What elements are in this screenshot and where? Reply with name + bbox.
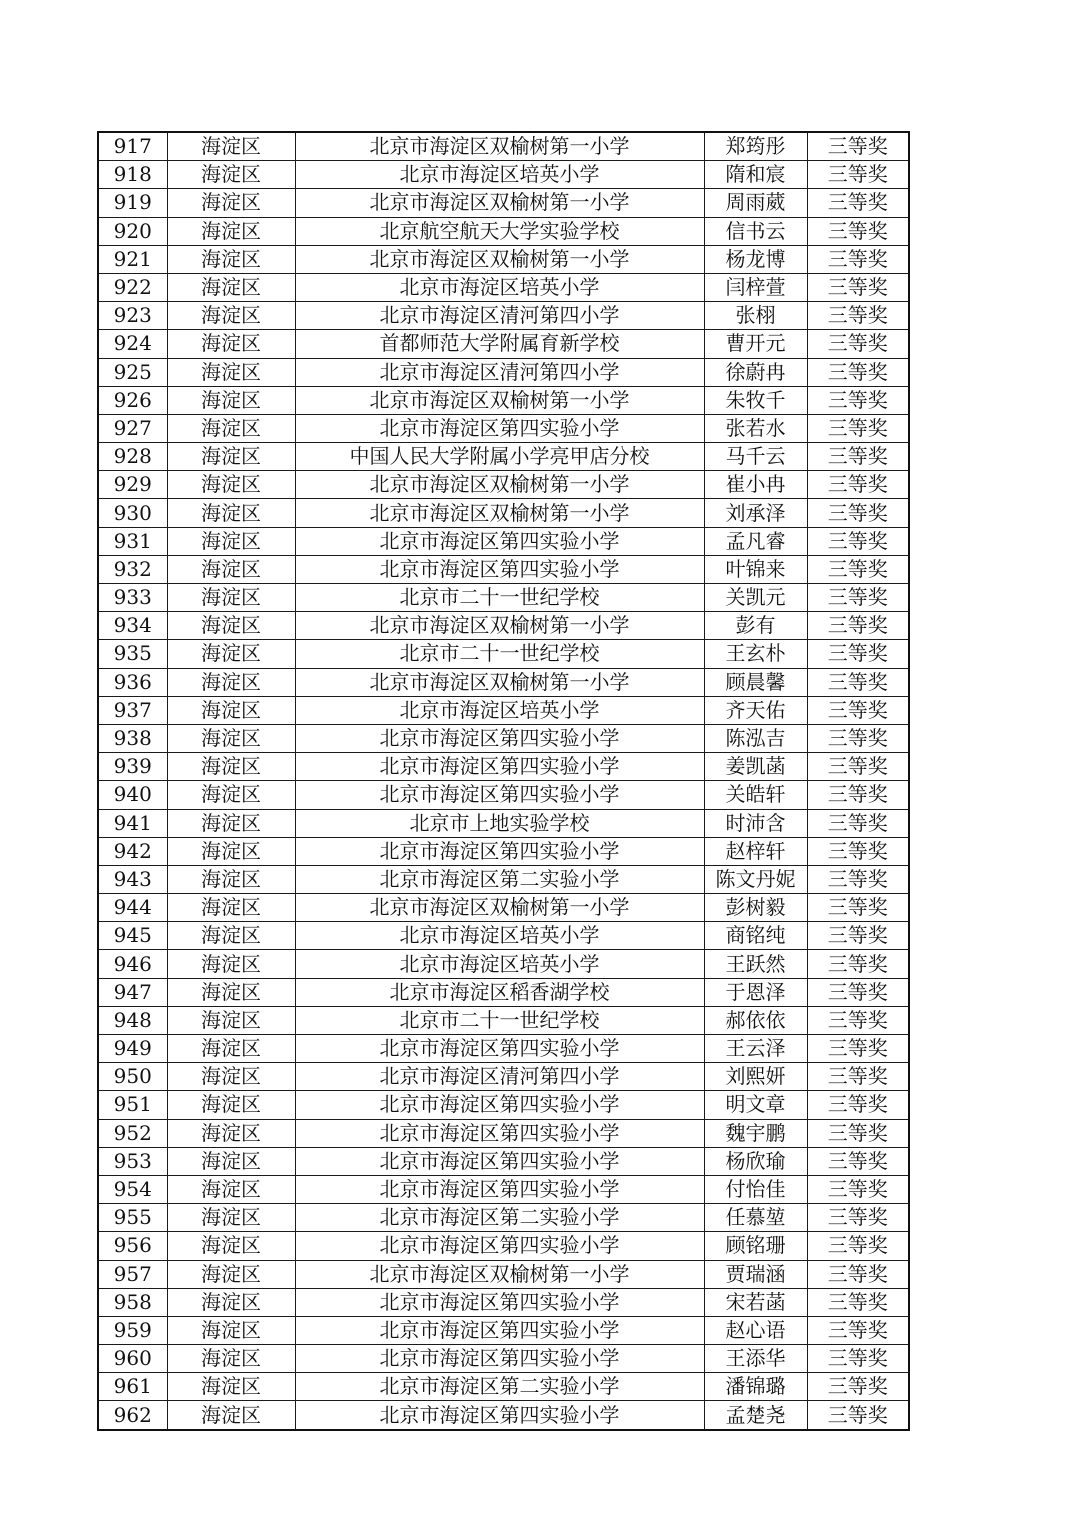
student-name-cell: 赵心语: [704, 1316, 807, 1344]
award-level-cell: 三等奖: [807, 1063, 909, 1091]
serial-number-cell: 944: [98, 894, 167, 922]
award-level-cell: 三等奖: [807, 837, 909, 865]
table-row: [98, 894, 909, 922]
award-level-cell: 三等奖: [807, 1401, 909, 1430]
award-level-cell: 三等奖: [807, 273, 909, 301]
award-level-cell: 三等奖: [807, 330, 909, 358]
serial-number-cell: 922: [98, 273, 167, 301]
school-cell: 北京市海淀区第四实验小学: [295, 1119, 704, 1147]
district-cell: 海淀区: [167, 612, 295, 640]
table-row: [98, 668, 909, 696]
table-row: [98, 837, 909, 865]
school-cell: 北京市海淀区第四实验小学: [295, 1401, 704, 1430]
table-row: [98, 696, 909, 724]
district-cell: 海淀区: [167, 1204, 295, 1232]
student-name-cell: 时沛含: [704, 809, 807, 837]
school-cell: 北京市海淀区培英小学: [295, 161, 704, 189]
district-cell: 海淀区: [167, 809, 295, 837]
district-cell: 海淀区: [167, 189, 295, 217]
district-cell: 海淀区: [167, 132, 295, 161]
award-level-cell: 三等奖: [807, 668, 909, 696]
student-name-cell: 王添华: [704, 1345, 807, 1373]
table-row: [98, 273, 909, 301]
table-row: [98, 922, 909, 950]
award-level-cell: 三等奖: [807, 640, 909, 668]
school-cell: 北京市二十一世纪学校: [295, 1006, 704, 1034]
award-level-cell: 三等奖: [807, 894, 909, 922]
school-cell: 北京市海淀区双榆树第一小学: [295, 499, 704, 527]
serial-number-cell: 935: [98, 640, 167, 668]
table-row: [98, 584, 909, 612]
student-name-cell: 陈泓吉: [704, 724, 807, 752]
district-cell: 海淀区: [167, 922, 295, 950]
student-name-cell: 崔小冉: [704, 471, 807, 499]
serial-number-cell: 943: [98, 865, 167, 893]
district-cell: 海淀区: [167, 724, 295, 752]
serial-number-cell: 945: [98, 922, 167, 950]
table-row: [98, 1175, 909, 1203]
school-cell: 北京市海淀区第四实验小学: [295, 1288, 704, 1316]
school-cell: 北京市海淀区第四实验小学: [295, 1175, 704, 1203]
student-name-cell: 赵梓轩: [704, 837, 807, 865]
award-level-cell: 三等奖: [807, 161, 909, 189]
district-cell: 海淀区: [167, 1401, 295, 1430]
serial-number-cell: 917: [98, 132, 167, 161]
serial-number-cell: 928: [98, 443, 167, 471]
district-cell: 海淀区: [167, 1119, 295, 1147]
school-cell: 首都师范大学附属育新学校: [295, 330, 704, 358]
serial-number-cell: 941: [98, 809, 167, 837]
district-cell: 海淀区: [167, 978, 295, 1006]
serial-number-cell: 942: [98, 837, 167, 865]
student-name-cell: 商铭纯: [704, 922, 807, 950]
award-level-cell: 三等奖: [807, 245, 909, 273]
student-name-cell: 任慕堃: [704, 1204, 807, 1232]
award-level-cell: 三等奖: [807, 584, 909, 612]
award-level-cell: 三等奖: [807, 1288, 909, 1316]
school-cell: 北京市海淀区第四实验小学: [295, 1035, 704, 1063]
award-level-cell: 三等奖: [807, 1119, 909, 1147]
serial-number-cell: 960: [98, 1345, 167, 1373]
serial-number-cell: 930: [98, 499, 167, 527]
district-cell: 海淀区: [167, 894, 295, 922]
table-row: [98, 132, 909, 161]
district-cell: 海淀区: [167, 555, 295, 583]
district-cell: 海淀区: [167, 1232, 295, 1260]
award-level-cell: 三等奖: [807, 1316, 909, 1344]
student-name-cell: 关皓轩: [704, 781, 807, 809]
student-name-cell: 魏宇鹏: [704, 1119, 807, 1147]
school-cell: 北京市海淀区双榆树第一小学: [295, 894, 704, 922]
award-level-cell: 三等奖: [807, 1232, 909, 1260]
table-row: [98, 1316, 909, 1344]
table-row: [98, 1288, 909, 1316]
student-name-cell: 朱牧千: [704, 386, 807, 414]
district-cell: 海淀区: [167, 668, 295, 696]
award-level-cell: 三等奖: [807, 358, 909, 386]
table-row: [98, 302, 909, 330]
serial-number-cell: 959: [98, 1316, 167, 1344]
district-cell: 海淀区: [167, 1035, 295, 1063]
award-level-cell: 三等奖: [807, 950, 909, 978]
award-list-table: [97, 131, 910, 1431]
school-cell: 北京市海淀区培英小学: [295, 273, 704, 301]
table-row: [98, 950, 909, 978]
award-level-cell: 三等奖: [807, 696, 909, 724]
student-name-cell: 马千云: [704, 443, 807, 471]
school-cell: 北京市海淀区双榆树第一小学: [295, 668, 704, 696]
table-row: [98, 1119, 909, 1147]
district-cell: 海淀区: [167, 1316, 295, 1344]
school-cell: 北京市海淀区双榆树第一小学: [295, 132, 704, 161]
serial-number-cell: 934: [98, 612, 167, 640]
student-name-cell: 刘熙妍: [704, 1063, 807, 1091]
award-level-cell: 三等奖: [807, 1175, 909, 1203]
district-cell: 海淀区: [167, 302, 295, 330]
district-cell: 海淀区: [167, 1288, 295, 1316]
award-level-cell: 三等奖: [807, 1035, 909, 1063]
award-level-cell: 三等奖: [807, 499, 909, 527]
table-row: [98, 640, 909, 668]
district-cell: 海淀区: [167, 414, 295, 442]
student-name-cell: 姜凯菡: [704, 753, 807, 781]
district-cell: 海淀区: [167, 1006, 295, 1034]
award-level-cell: 三等奖: [807, 443, 909, 471]
student-name-cell: 顾晨馨: [704, 668, 807, 696]
district-cell: 海淀区: [167, 865, 295, 893]
serial-number-cell: 923: [98, 302, 167, 330]
school-cell: 北京市海淀区培英小学: [295, 922, 704, 950]
student-name-cell: 徐蔚冉: [704, 358, 807, 386]
award-level-cell: 三等奖: [807, 527, 909, 555]
student-name-cell: 顾铭珊: [704, 1232, 807, 1260]
award-list-body: [98, 132, 909, 1430]
table-row: [98, 809, 909, 837]
table-row: [98, 161, 909, 189]
award-level-cell: 三等奖: [807, 132, 909, 161]
school-cell: 北京市海淀区清河第四小学: [295, 358, 704, 386]
serial-number-cell: 937: [98, 696, 167, 724]
school-cell: 北京市海淀区第四实验小学: [295, 527, 704, 555]
school-cell: 北京市上地实验学校: [295, 809, 704, 837]
student-name-cell: 彭树毅: [704, 894, 807, 922]
serial-number-cell: 927: [98, 414, 167, 442]
serial-number-cell: 946: [98, 950, 167, 978]
award-level-cell: 三等奖: [807, 555, 909, 583]
table-row: [98, 189, 909, 217]
serial-number-cell: 932: [98, 555, 167, 583]
serial-number-cell: 924: [98, 330, 167, 358]
award-level-cell: 三等奖: [807, 1006, 909, 1034]
serial-number-cell: 938: [98, 724, 167, 752]
serial-number-cell: 936: [98, 668, 167, 696]
district-cell: 海淀区: [167, 217, 295, 245]
district-cell: 海淀区: [167, 1175, 295, 1203]
student-name-cell: 王玄朴: [704, 640, 807, 668]
serial-number-cell: 950: [98, 1063, 167, 1091]
student-name-cell: 信书云: [704, 217, 807, 245]
award-level-cell: 三等奖: [807, 217, 909, 245]
table-row: [98, 865, 909, 893]
serial-number-cell: 921: [98, 245, 167, 273]
table-row: [98, 1373, 909, 1401]
student-name-cell: 王跃然: [704, 950, 807, 978]
table-row: [98, 724, 909, 752]
serial-number-cell: 951: [98, 1091, 167, 1119]
school-cell: 北京市海淀区第四实验小学: [295, 414, 704, 442]
award-level-cell: 三等奖: [807, 1345, 909, 1373]
serial-number-cell: 962: [98, 1401, 167, 1430]
serial-number-cell: 919: [98, 189, 167, 217]
award-level-cell: 三等奖: [807, 612, 909, 640]
table-row: [98, 753, 909, 781]
table-row: [98, 386, 909, 414]
serial-number-cell: 926: [98, 386, 167, 414]
table-row: [98, 1006, 909, 1034]
table-row: [98, 499, 909, 527]
school-cell: 北京市二十一世纪学校: [295, 584, 704, 612]
student-name-cell: 张若水: [704, 414, 807, 442]
student-name-cell: 郑筠彤: [704, 132, 807, 161]
table-row: [98, 978, 909, 1006]
student-name-cell: 郝依依: [704, 1006, 807, 1034]
district-cell: 海淀区: [167, 753, 295, 781]
school-cell: 北京市海淀区双榆树第一小学: [295, 471, 704, 499]
award-level-cell: 三等奖: [807, 1260, 909, 1288]
table-row: [98, 781, 909, 809]
district-cell: 海淀区: [167, 499, 295, 527]
award-level-cell: 三等奖: [807, 724, 909, 752]
district-cell: 海淀区: [167, 1147, 295, 1175]
table-row: [98, 555, 909, 583]
serial-number-cell: 952: [98, 1119, 167, 1147]
serial-number-cell: 949: [98, 1035, 167, 1063]
district-cell: 海淀区: [167, 584, 295, 612]
district-cell: 海淀区: [167, 1373, 295, 1401]
table-row: [98, 1401, 909, 1430]
table-row: [98, 1204, 909, 1232]
school-cell: 北京市海淀区清河第四小学: [295, 302, 704, 330]
district-cell: 海淀区: [167, 1063, 295, 1091]
student-name-cell: 孟楚尧: [704, 1401, 807, 1430]
table-row: [98, 245, 909, 273]
school-cell: 中国人民大学附属小学亮甲店分校: [295, 443, 704, 471]
district-cell: 海淀区: [167, 1091, 295, 1119]
school-cell: 北京市海淀区第四实验小学: [295, 1345, 704, 1373]
table-row: [98, 358, 909, 386]
table-row: [98, 612, 909, 640]
student-name-cell: 孟凡睿: [704, 527, 807, 555]
school-cell: 北京市海淀区培英小学: [295, 696, 704, 724]
district-cell: 海淀区: [167, 1260, 295, 1288]
school-cell: 北京市海淀区第二实验小学: [295, 1204, 704, 1232]
award-level-cell: 三等奖: [807, 414, 909, 442]
school-cell: 北京市海淀区双榆树第一小学: [295, 612, 704, 640]
school-cell: 北京市海淀区第四实验小学: [295, 724, 704, 752]
serial-number-cell: 958: [98, 1288, 167, 1316]
district-cell: 海淀区: [167, 837, 295, 865]
school-cell: 北京市海淀区第四实验小学: [295, 555, 704, 583]
serial-number-cell: 920: [98, 217, 167, 245]
student-name-cell: 付怡佳: [704, 1175, 807, 1203]
school-cell: 北京市海淀区第四实验小学: [295, 837, 704, 865]
table-row: [98, 217, 909, 245]
serial-number-cell: 931: [98, 527, 167, 555]
serial-number-cell: 948: [98, 1006, 167, 1034]
serial-number-cell: 957: [98, 1260, 167, 1288]
student-name-cell: 陈文丹妮: [704, 865, 807, 893]
award-level-cell: 三等奖: [807, 302, 909, 330]
district-cell: 海淀区: [167, 245, 295, 273]
district-cell: 海淀区: [167, 950, 295, 978]
serial-number-cell: 954: [98, 1175, 167, 1203]
student-name-cell: 明文章: [704, 1091, 807, 1119]
school-cell: 北京市海淀区第四实验小学: [295, 753, 704, 781]
table-row: [98, 1147, 909, 1175]
table-row: [98, 414, 909, 442]
student-name-cell: 王云泽: [704, 1035, 807, 1063]
serial-number-cell: 940: [98, 781, 167, 809]
award-level-cell: 三等奖: [807, 922, 909, 950]
school-cell: 北京市海淀区第四实验小学: [295, 1232, 704, 1260]
award-level-cell: 三等奖: [807, 1373, 909, 1401]
student-name-cell: 刘承泽: [704, 499, 807, 527]
school-cell: 北京市海淀区双榆树第一小学: [295, 1260, 704, 1288]
district-cell: 海淀区: [167, 443, 295, 471]
serial-number-cell: 939: [98, 753, 167, 781]
serial-number-cell: 953: [98, 1147, 167, 1175]
school-cell: 北京市海淀区第四实验小学: [295, 781, 704, 809]
school-cell: 北京市海淀区清河第四小学: [295, 1063, 704, 1091]
district-cell: 海淀区: [167, 161, 295, 189]
award-level-cell: 三等奖: [807, 386, 909, 414]
table-row: [98, 471, 909, 499]
serial-number-cell: 956: [98, 1232, 167, 1260]
serial-number-cell: 933: [98, 584, 167, 612]
award-level-cell: 三等奖: [807, 753, 909, 781]
district-cell: 海淀区: [167, 358, 295, 386]
student-name-cell: 闫梓萱: [704, 273, 807, 301]
award-level-cell: 三等奖: [807, 1091, 909, 1119]
school-cell: 北京市二十一世纪学校: [295, 640, 704, 668]
table-row: [98, 1063, 909, 1091]
school-cell: 北京航空航天大学实验学校: [295, 217, 704, 245]
school-cell: 北京市海淀区稻香湖学校: [295, 978, 704, 1006]
school-cell: 北京市海淀区双榆树第一小学: [295, 189, 704, 217]
district-cell: 海淀区: [167, 330, 295, 358]
award-level-cell: 三等奖: [807, 978, 909, 1006]
award-level-cell: 三等奖: [807, 1204, 909, 1232]
student-name-cell: 宋若菡: [704, 1288, 807, 1316]
school-cell: 北京市海淀区第四实验小学: [295, 1147, 704, 1175]
award-level-cell: 三等奖: [807, 1147, 909, 1175]
student-name-cell: 贾瑞涵: [704, 1260, 807, 1288]
student-name-cell: 于恩泽: [704, 978, 807, 1006]
table-row: [98, 1232, 909, 1260]
school-cell: 北京市海淀区培英小学: [295, 950, 704, 978]
serial-number-cell: 955: [98, 1204, 167, 1232]
district-cell: 海淀区: [167, 527, 295, 555]
table-row: [98, 443, 909, 471]
school-cell: 北京市海淀区第四实验小学: [295, 1316, 704, 1344]
district-cell: 海淀区: [167, 781, 295, 809]
award-level-cell: 三等奖: [807, 189, 909, 217]
district-cell: 海淀区: [167, 640, 295, 668]
serial-number-cell: 925: [98, 358, 167, 386]
student-name-cell: 杨欣瑜: [704, 1147, 807, 1175]
district-cell: 海淀区: [167, 386, 295, 414]
school-cell: 北京市海淀区第二实验小学: [295, 865, 704, 893]
student-name-cell: 叶锦来: [704, 555, 807, 583]
student-name-cell: 周雨葳: [704, 189, 807, 217]
table-row: [98, 527, 909, 555]
table-row: [98, 1035, 909, 1063]
student-name-cell: 关凯元: [704, 584, 807, 612]
school-cell: 北京市海淀区双榆树第一小学: [295, 245, 704, 273]
table-row: [98, 1345, 909, 1373]
student-name-cell: 隋和宸: [704, 161, 807, 189]
award-level-cell: 三等奖: [807, 471, 909, 499]
award-level-cell: 三等奖: [807, 809, 909, 837]
school-cell: 北京市海淀区第四实验小学: [295, 1091, 704, 1119]
student-name-cell: 曹开元: [704, 330, 807, 358]
award-level-cell: 三等奖: [807, 781, 909, 809]
student-name-cell: 彭有: [704, 612, 807, 640]
award-level-cell: 三等奖: [807, 865, 909, 893]
table-row: [98, 1091, 909, 1119]
school-cell: 北京市海淀区双榆树第一小学: [295, 386, 704, 414]
student-name-cell: 张栩: [704, 302, 807, 330]
district-cell: 海淀区: [167, 696, 295, 724]
district-cell: 海淀区: [167, 273, 295, 301]
serial-number-cell: 929: [98, 471, 167, 499]
school-cell: 北京市海淀区第二实验小学: [295, 1373, 704, 1401]
student-name-cell: 杨龙博: [704, 245, 807, 273]
district-cell: 海淀区: [167, 1345, 295, 1373]
student-name-cell: 潘锦璐: [704, 1373, 807, 1401]
serial-number-cell: 961: [98, 1373, 167, 1401]
serial-number-cell: 918: [98, 161, 167, 189]
table-row: [98, 330, 909, 358]
student-name-cell: 齐天佑: [704, 696, 807, 724]
table-row: [98, 1260, 909, 1288]
district-cell: 海淀区: [167, 471, 295, 499]
serial-number-cell: 947: [98, 978, 167, 1006]
